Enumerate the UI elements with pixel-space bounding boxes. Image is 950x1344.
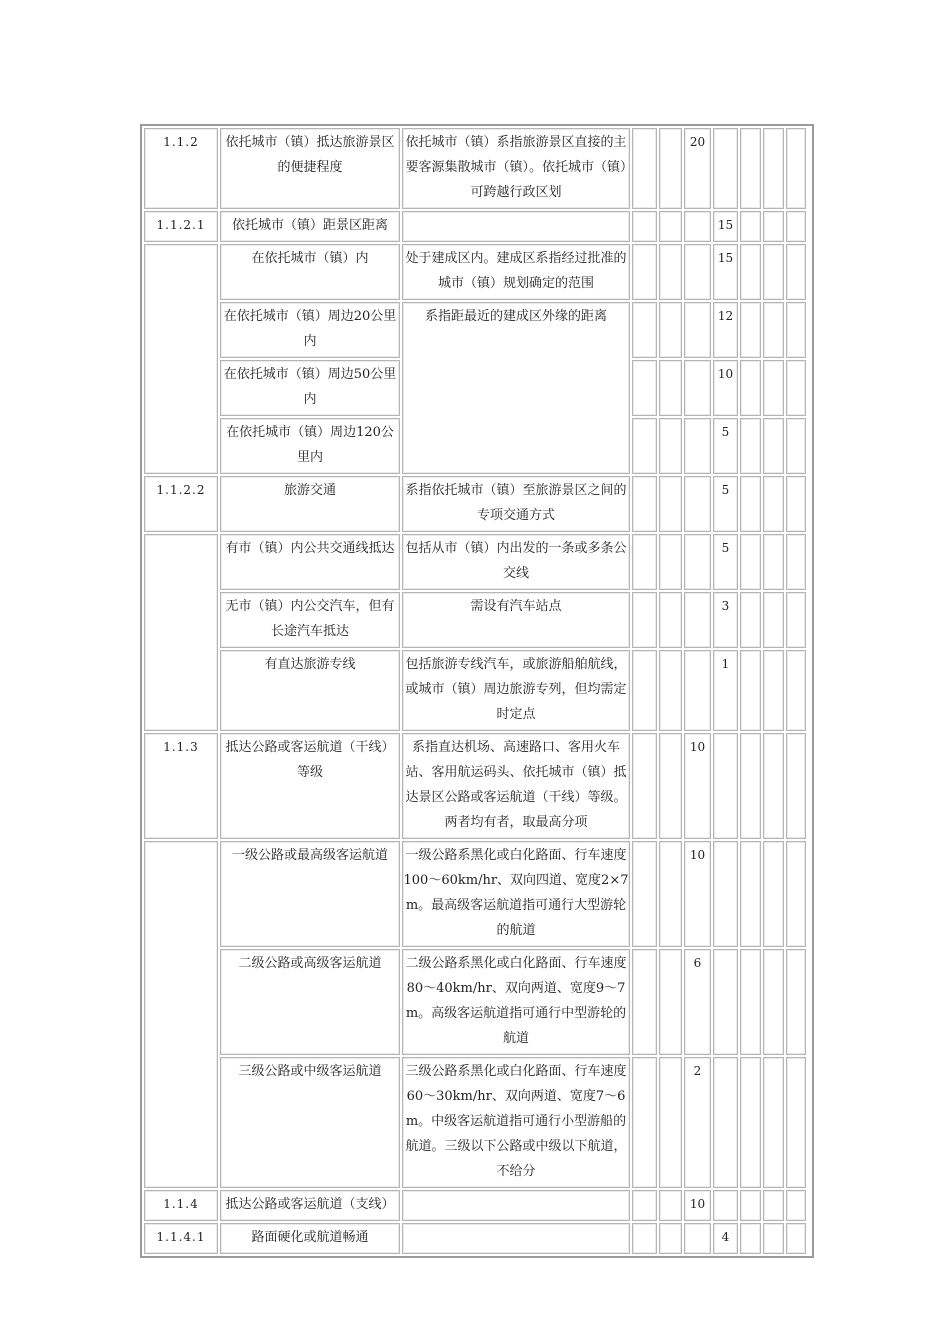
blank-cell: [763, 418, 784, 474]
blank-cell: [786, 302, 806, 358]
item-name: 旅游交通: [220, 476, 400, 532]
blank-cell: [763, 476, 784, 532]
item-name: 有直达旅游专线: [220, 650, 400, 731]
table-row: [144, 128, 806, 209]
item-description: [402, 211, 630, 242]
table-row: [144, 1057, 806, 1188]
blank-cell: [740, 949, 761, 1055]
score-main: 10: [684, 733, 711, 839]
blank-cell: [763, 244, 784, 300]
blank-cell: [659, 418, 682, 474]
blank-cell: [740, 592, 761, 648]
blank-cell: [786, 1057, 806, 1188]
score-main: 6: [684, 949, 711, 1055]
table-row: [144, 1190, 806, 1221]
item-code: 1.1.3: [144, 733, 218, 839]
item-name: 在依托城市（镇）内: [220, 244, 400, 300]
blank-cell: [740, 302, 761, 358]
blank-cell: [740, 534, 761, 590]
score-sub: 15: [713, 244, 738, 300]
item-name: 在依托城市（镇）周边120公里内: [220, 418, 400, 474]
blank-cell: [763, 1190, 784, 1221]
item-description: 处于建成区内。建成区系指经过批准的城市（镇）规划确定的范围: [402, 244, 630, 300]
item-description: 系指距最近的建成区外缘的距离: [402, 302, 630, 474]
blank-cell: [659, 1223, 682, 1254]
blank-cell: [740, 360, 761, 416]
blank-cell: [786, 949, 806, 1055]
score-main: [684, 302, 711, 358]
table-row: [144, 650, 806, 731]
blank-cell: [659, 244, 682, 300]
score-sub: 4: [713, 1223, 738, 1254]
score-sub: [713, 128, 738, 209]
item-description: 包括旅游专线汽车，或旅游船舶航线，或城市（镇）周边旅游专列，但均需定时定点: [402, 650, 630, 731]
item-code: 1.1.2: [144, 128, 218, 209]
blank-cell: [632, 476, 657, 532]
item-code: 1.1.4.1: [144, 1223, 218, 1254]
blank-cell: [632, 534, 657, 590]
item-description: 三级公路系黑化或白化路面、行车速度60～30km/hr、双向两道、宽度7～6m。中级客运航道指可通行小型游船的航道。三级以下公路或中级以下航道，不给分: [402, 1057, 630, 1188]
item-name: 路面硬化或航道畅通: [220, 1223, 400, 1254]
blank-cell: [740, 244, 761, 300]
table-row: [144, 1223, 806, 1254]
blank-cell: [632, 302, 657, 358]
blank-cell: [740, 476, 761, 532]
score-main: [684, 650, 711, 731]
blank-cell: [786, 360, 806, 416]
blank-cell: [632, 128, 657, 209]
blank-cell: [659, 949, 682, 1055]
blank-cell: [786, 841, 806, 947]
blank-cell: [740, 733, 761, 839]
blank-cell: [786, 128, 806, 209]
blank-cell: [659, 592, 682, 648]
blank-cell: [786, 650, 806, 731]
blank-cell: [632, 1190, 657, 1221]
blank-cell: [763, 841, 784, 947]
score-sub: [713, 1190, 738, 1221]
item-name: 一级公路或最高级客运航道: [220, 841, 400, 947]
item-description: 系指依托城市（镇）至旅游景区之间的专项交通方式: [402, 476, 630, 532]
item-description: [402, 1223, 630, 1254]
blank-cell: [632, 1057, 657, 1188]
blank-cell: [740, 211, 761, 242]
item-name: 在依托城市（镇）周边50公里内: [220, 360, 400, 416]
blank-cell: [740, 1057, 761, 1188]
blank-cell: [632, 592, 657, 648]
score-main: [684, 592, 711, 648]
blank-cell: [786, 592, 806, 648]
blank-cell: [659, 211, 682, 242]
item-description: [402, 1190, 630, 1221]
score-sub: [713, 733, 738, 839]
item-description: 包括从市（镇）内出发的一条或多条公交线: [402, 534, 630, 590]
score-main: [684, 418, 711, 474]
blank-cell: [763, 360, 784, 416]
score-sub: 12: [713, 302, 738, 358]
blank-cell: [659, 650, 682, 731]
blank-cell: [763, 534, 784, 590]
empty-code-cell: [144, 244, 218, 474]
item-code: 1.1.2.2: [144, 476, 218, 532]
score-main: 10: [684, 1190, 711, 1221]
item-description: 一级公路系黑化或白化路面、行车速度100～60km/hr、双向四道、宽度2×7m。最高级客运航道指可通行大型游轮的航道: [402, 841, 630, 947]
table-row: [144, 211, 806, 242]
blank-cell: [786, 476, 806, 532]
score-sub: 15: [713, 211, 738, 242]
table-row: [144, 244, 806, 300]
blank-cell: [659, 841, 682, 947]
blank-cell: [786, 1223, 806, 1254]
blank-cell: [740, 418, 761, 474]
blank-cell: [632, 244, 657, 300]
empty-code-cell: [144, 534, 218, 731]
blank-cell: [763, 1223, 784, 1254]
scoring-table-frame: [140, 124, 814, 1258]
score-main: [684, 244, 711, 300]
blank-cell: [659, 534, 682, 590]
blank-cell: [763, 592, 784, 648]
score-sub: 10: [713, 360, 738, 416]
score-main: [684, 1223, 711, 1254]
score-sub: 3: [713, 592, 738, 648]
item-name: 抵达公路或客运航道（干线）等级: [220, 733, 400, 839]
blank-cell: [740, 650, 761, 731]
score-main: [684, 534, 711, 590]
blank-cell: [763, 1057, 784, 1188]
score-main: 2: [684, 1057, 711, 1188]
score-sub: 1: [713, 650, 738, 731]
item-description: 依托城市（镇）系指旅游景区直接的主要客源集散城市（镇）。依托城市（镇）可跨越行政区划: [402, 128, 630, 209]
scoring-table: [142, 126, 808, 1256]
blank-cell: [659, 1057, 682, 1188]
blank-cell: [659, 476, 682, 532]
blank-cell: [632, 841, 657, 947]
score-sub: [713, 1057, 738, 1188]
blank-cell: [632, 418, 657, 474]
item-name: 有市（镇）内公共交通线抵达: [220, 534, 400, 590]
blank-cell: [763, 650, 784, 731]
item-name: 在依托城市（镇）周边20公里内: [220, 302, 400, 358]
blank-cell: [740, 128, 761, 209]
blank-cell: [740, 1190, 761, 1221]
blank-cell: [632, 1223, 657, 1254]
blank-cell: [763, 733, 784, 839]
score-main: [684, 211, 711, 242]
item-name: 抵达公路或客运航道（支线）: [220, 1190, 400, 1221]
blank-cell: [786, 211, 806, 242]
blank-cell: [786, 733, 806, 839]
item-name: 无市（镇）内公交汽车，但有长途汽车抵达: [220, 592, 400, 648]
score-sub: 5: [713, 476, 738, 532]
blank-cell: [659, 360, 682, 416]
blank-cell: [659, 302, 682, 358]
blank-cell: [632, 360, 657, 416]
item-code: 1.1.2.1: [144, 211, 218, 242]
table-row: [144, 302, 806, 358]
score-main: [684, 360, 711, 416]
blank-cell: [632, 650, 657, 731]
item-name: 依托城市（镇）抵达旅游景区的便捷程度: [220, 128, 400, 209]
table-row: [144, 841, 806, 947]
score-sub: 5: [713, 418, 738, 474]
score-sub: [713, 949, 738, 1055]
score-sub: [713, 841, 738, 947]
item-name: 三级公路或中级客运航道: [220, 1057, 400, 1188]
item-name: 依托城市（镇）距景区距离: [220, 211, 400, 242]
blank-cell: [786, 418, 806, 474]
empty-code-cell: [144, 841, 218, 1188]
blank-cell: [659, 128, 682, 209]
blank-cell: [632, 733, 657, 839]
table-row: [144, 592, 806, 648]
blank-cell: [763, 302, 784, 358]
table-row: [144, 733, 806, 839]
blank-cell: [786, 244, 806, 300]
blank-cell: [763, 211, 784, 242]
blank-cell: [740, 1223, 761, 1254]
blank-cell: [740, 841, 761, 947]
item-name: 二级公路或高级客运航道: [220, 949, 400, 1055]
score-main: 10: [684, 841, 711, 947]
blank-cell: [632, 211, 657, 242]
table-row: [144, 534, 806, 590]
item-description: 二级公路系黑化或白化路面、行车速度80～40km/hr、双向两道、宽度9～7m。高级客运航道指可通行中型游轮的航道: [402, 949, 630, 1055]
table-row: [144, 476, 806, 532]
item-description: 系指直达机场、高速路口、客用火车站、客用航运码头、依托城市（镇）抵达景区公路或客运航道（干线）等级。两者均有者，取最高分项: [402, 733, 630, 839]
table-row: [144, 949, 806, 1055]
score-main: [684, 476, 711, 532]
blank-cell: [632, 949, 657, 1055]
item-code: 1.1.4: [144, 1190, 218, 1221]
blank-cell: [786, 1190, 806, 1221]
score-main: 20: [684, 128, 711, 209]
blank-cell: [763, 949, 784, 1055]
blank-cell: [659, 1190, 682, 1221]
blank-cell: [786, 534, 806, 590]
blank-cell: [763, 128, 784, 209]
item-description: 需设有汽车站点: [402, 592, 630, 648]
blank-cell: [659, 733, 682, 839]
score-sub: 5: [713, 534, 738, 590]
